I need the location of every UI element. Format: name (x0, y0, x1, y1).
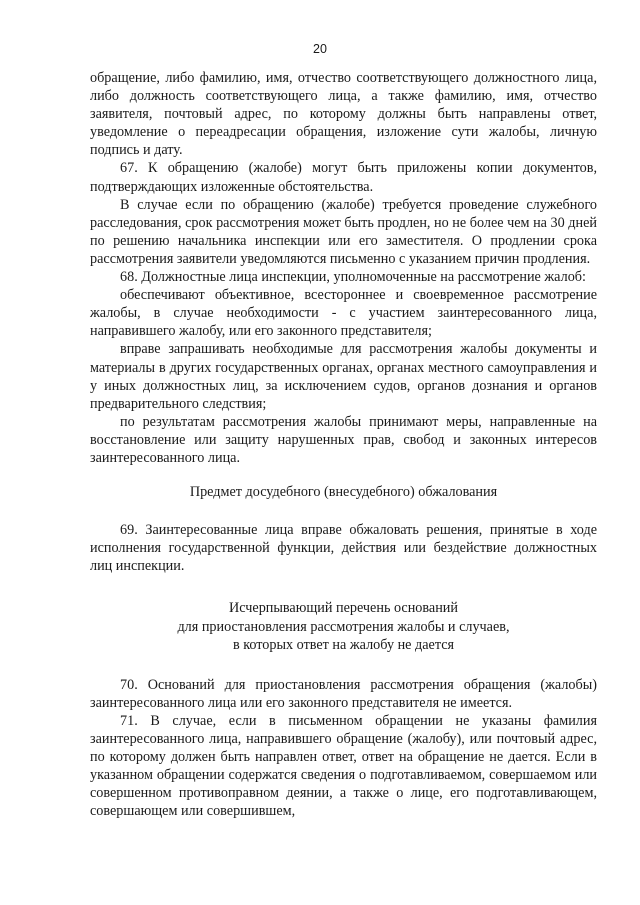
paragraph-67-extension: В случае если по обращению (жалобе) требуется проведение служебного расследования, срок рассмотрения может быть продлен, но не более чем на 30 дней по решению начальника инспекции или его заместителя. О продлении срока рассмотрения заявители уведомляются письменно с указанием причин продления. (90, 196, 597, 267)
page-number: 20 (313, 42, 327, 56)
document-body (90, 69, 597, 820)
paragraph-67: 67. К обращению (жалобе) могут быть приложены копии документов, подтверждающих изложенные обстоятельства. (90, 160, 597, 195)
paragraph-68-item-1: обеспечивают объективное, всестороннее и своевременное рассмотрение жалобы, в случае необходимости - с участием заинтересованного лица, направившего жалобу, или его законного представителя; (90, 287, 597, 340)
paragraph-68-item-3: по результатам рассмотрения жалобы принимают меры, направленные на восстановление или защиту нарушенных прав, свобод и законных интересов заинтересованного лица. (90, 413, 597, 466)
paragraph-70: 70. Оснований для приостановления рассмотрения обращения (жалобы) заинтересованного лица или его законного представителя не имеется. (90, 676, 597, 711)
section-heading-appeal-subject: Предмет досудебного (внесудебного) обжалования (189, 484, 498, 501)
paragraph-68-item-2: вправе запрашивать необходимые для рассмотрения жалобы документы и материалы в других государственных органах, органах местного самоуправления и у иных должностных лиц, за исключением судов, органов дознания и органов предварительного следствия; (90, 341, 597, 412)
paragraph-69: 69. Заинтересованные лица вправе обжаловать решения, принятые в ходе исполнения государственной функции, действия или бездействие должностных лиц инспекции. (90, 522, 597, 575)
section-heading-grounds-line-2: для приостановления рассмотрения жалобы и случаев, (177, 618, 510, 635)
section-heading-grounds-line-1: Исчерпывающий перечень оснований (229, 600, 458, 617)
paragraph-71: 71. В случае, если в письменном обращении не указаны фамилия заинтересованного лица, направившего обращение (жалобу), или почтовый адрес, по которому должен быть направлен ответ, ответ на обращение не дается. Если в указанном обращении содержатся сведения о подготавливаемом, совершаемом или совершенном противоправном деянии, а также о лице, его подготавливающем, совершающем или совершившем, (90, 712, 597, 820)
section-heading-grounds-line-3: в которых ответ на жалобу не дается (232, 636, 455, 653)
paragraph-68: 68. Должностные лица инспекции, уполномоченные на рассмотрение жалоб: (120, 269, 586, 286)
paragraph-continuation: обращение, либо фамилию, имя, отчество соответствующего должностного лица, либо должность соответствующего лица, а также фамилию, имя, отчество заявителя, почтовый адрес, по которому должны быть направлены ответ, уведомление о переадресации обращения, изложение сути жалобы, личную подпись и дату. (90, 70, 597, 159)
